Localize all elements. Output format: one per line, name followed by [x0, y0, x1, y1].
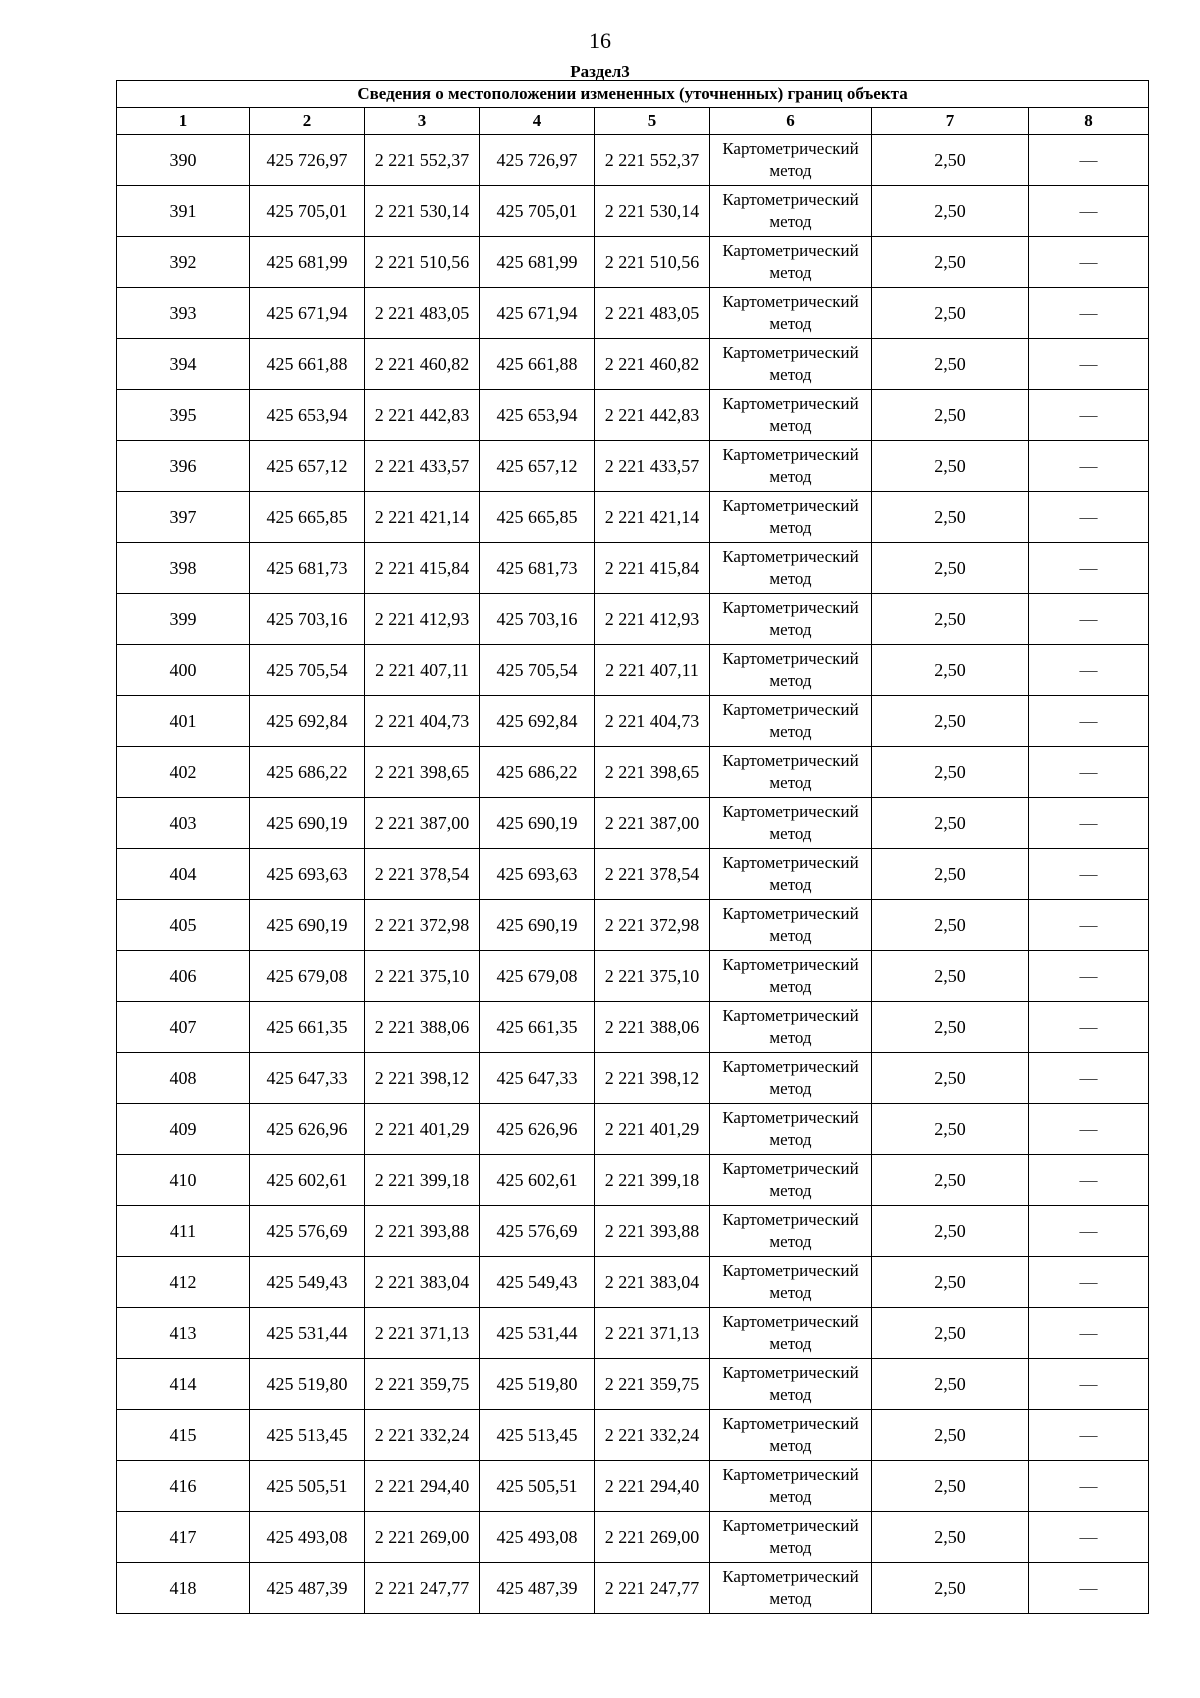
- table-row: [117, 951, 1149, 1002]
- x-refined-cell: 425 505,51: [480, 1461, 595, 1512]
- y-existing-cell: 2 221 510,56: [365, 237, 480, 288]
- point-number-cell: 406: [117, 951, 250, 1002]
- table-row: [117, 135, 1149, 186]
- y-existing-cell: 2 221 407,11: [365, 645, 480, 696]
- accuracy-cell: 2,50: [872, 645, 1029, 696]
- description-cell: —: [1029, 1206, 1149, 1257]
- x-existing-cell: 425 626,96: [250, 1104, 365, 1155]
- x-refined-cell: 425 681,73: [480, 543, 595, 594]
- point-number-cell: 399: [117, 594, 250, 645]
- x-refined-cell: 425 686,22: [480, 747, 595, 798]
- x-existing-cell: 425 686,22: [250, 747, 365, 798]
- y-refined-cell: 2 221 442,83: [595, 390, 710, 441]
- accuracy-cell: 2,50: [872, 798, 1029, 849]
- page-number: 16: [589, 28, 611, 53]
- table-row: [117, 1257, 1149, 1308]
- x-refined-cell: 425 519,80: [480, 1359, 595, 1410]
- accuracy-cell: 2,50: [872, 1104, 1029, 1155]
- point-number-cell: 393: [117, 288, 250, 339]
- point-number-cell: 413: [117, 1308, 250, 1359]
- method-cell: Картометрический метод: [710, 390, 872, 441]
- x-refined-cell: 425 692,84: [480, 696, 595, 747]
- y-existing-cell: 2 221 433,57: [365, 441, 480, 492]
- description-cell: —: [1029, 594, 1149, 645]
- x-existing-cell: 425 726,97: [250, 135, 365, 186]
- table-row: [117, 1308, 1149, 1359]
- y-existing-cell: 2 221 552,37: [365, 135, 480, 186]
- description-cell: —: [1029, 492, 1149, 543]
- point-number-cell: 398: [117, 543, 250, 594]
- table-row: [117, 186, 1149, 237]
- description-cell: —: [1029, 747, 1149, 798]
- point-number-cell: 416: [117, 1461, 250, 1512]
- accuracy-cell: 2,50: [872, 339, 1029, 390]
- x-existing-cell: 425 671,94: [250, 288, 365, 339]
- y-existing-cell: 2 221 404,73: [365, 696, 480, 747]
- y-existing-cell: 2 221 371,13: [365, 1308, 480, 1359]
- accuracy-cell: 2,50: [872, 747, 1029, 798]
- column-number: 6: [710, 108, 872, 135]
- y-existing-cell: 2 221 332,24: [365, 1410, 480, 1461]
- accuracy-cell: 2,50: [872, 594, 1029, 645]
- y-refined-cell: 2 221 398,65: [595, 747, 710, 798]
- point-number-cell: 404: [117, 849, 250, 900]
- method-cell: Картометрический метод: [710, 1308, 872, 1359]
- y-refined-cell: 2 221 433,57: [595, 441, 710, 492]
- description-cell: —: [1029, 1155, 1149, 1206]
- description-cell: —: [1029, 1308, 1149, 1359]
- x-refined-cell: 425 690,19: [480, 798, 595, 849]
- x-refined-cell: 425 693,63: [480, 849, 595, 900]
- description-cell: —: [1029, 1410, 1149, 1461]
- description-cell: —: [1029, 798, 1149, 849]
- y-refined-cell: 2 221 378,54: [595, 849, 710, 900]
- y-refined-cell: 2 221 412,93: [595, 594, 710, 645]
- description-cell: —: [1029, 543, 1149, 594]
- column-number: 1: [117, 108, 250, 135]
- point-number-cell: 403: [117, 798, 250, 849]
- y-existing-cell: 2 221 415,84: [365, 543, 480, 594]
- point-number-cell: 408: [117, 1053, 250, 1104]
- accuracy-cell: 2,50: [872, 237, 1029, 288]
- point-number-cell: 395: [117, 390, 250, 441]
- accuracy-cell: 2,50: [872, 1257, 1029, 1308]
- y-existing-cell: 2 221 372,98: [365, 900, 480, 951]
- x-refined-cell: 425 681,99: [480, 237, 595, 288]
- y-existing-cell: 2 221 399,18: [365, 1155, 480, 1206]
- x-existing-cell: 425 493,08: [250, 1512, 365, 1563]
- x-refined-cell: 425 690,19: [480, 900, 595, 951]
- table-row: [117, 288, 1149, 339]
- x-refined-cell: 425 705,01: [480, 186, 595, 237]
- y-refined-cell: 2 221 399,18: [595, 1155, 710, 1206]
- method-cell: Картометрический метод: [710, 339, 872, 390]
- method-cell: Картометрический метод: [710, 594, 872, 645]
- table-row: [117, 849, 1149, 900]
- point-number-cell: 401: [117, 696, 250, 747]
- y-refined-cell: 2 221 359,75: [595, 1359, 710, 1410]
- x-existing-cell: 425 665,85: [250, 492, 365, 543]
- x-existing-cell: 425 679,08: [250, 951, 365, 1002]
- method-cell: Картометрический метод: [710, 1257, 872, 1308]
- x-existing-cell: 425 657,12: [250, 441, 365, 492]
- point-number-cell: 397: [117, 492, 250, 543]
- y-refined-cell: 2 221 510,56: [595, 237, 710, 288]
- table-row: [117, 390, 1149, 441]
- point-number-cell: 400: [117, 645, 250, 696]
- x-existing-cell: 425 681,73: [250, 543, 365, 594]
- y-refined-cell: 2 221 371,13: [595, 1308, 710, 1359]
- table-row: [117, 696, 1149, 747]
- description-cell: —: [1029, 288, 1149, 339]
- x-existing-cell: 425 647,33: [250, 1053, 365, 1104]
- x-existing-cell: 425 661,35: [250, 1002, 365, 1053]
- table-row: [117, 1206, 1149, 1257]
- accuracy-cell: 2,50: [872, 1053, 1029, 1104]
- table-row: [117, 645, 1149, 696]
- x-existing-cell: 425 576,69: [250, 1206, 365, 1257]
- description-cell: —: [1029, 645, 1149, 696]
- accuracy-cell: 2,50: [872, 951, 1029, 1002]
- description-cell: —: [1029, 237, 1149, 288]
- point-number-cell: 392: [117, 237, 250, 288]
- table-row: [117, 339, 1149, 390]
- point-number-cell: 418: [117, 1563, 250, 1614]
- y-refined-cell: 2 221 415,84: [595, 543, 710, 594]
- y-existing-cell: 2 221 460,82: [365, 339, 480, 390]
- y-existing-cell: 2 221 483,05: [365, 288, 480, 339]
- y-refined-cell: 2 221 294,40: [595, 1461, 710, 1512]
- method-cell: Картометрический метод: [710, 1053, 872, 1104]
- x-refined-cell: 425 513,45: [480, 1410, 595, 1461]
- table-row: [117, 594, 1149, 645]
- y-existing-cell: 2 221 247,77: [365, 1563, 480, 1614]
- description-cell: —: [1029, 135, 1149, 186]
- point-number-cell: 402: [117, 747, 250, 798]
- point-number-cell: 417: [117, 1512, 250, 1563]
- accuracy-cell: 2,50: [872, 441, 1029, 492]
- method-cell: Картометрический метод: [710, 951, 872, 1002]
- y-existing-cell: 2 221 442,83: [365, 390, 480, 441]
- accuracy-cell: 2,50: [872, 1410, 1029, 1461]
- x-refined-cell: 425 705,54: [480, 645, 595, 696]
- x-refined-cell: 425 703,16: [480, 594, 595, 645]
- accuracy-cell: 2,50: [872, 900, 1029, 951]
- y-refined-cell: 2 221 372,98: [595, 900, 710, 951]
- y-existing-cell: 2 221 383,04: [365, 1257, 480, 1308]
- point-number-cell: 412: [117, 1257, 250, 1308]
- column-number: 8: [1029, 108, 1149, 135]
- x-existing-cell: 425 661,88: [250, 339, 365, 390]
- x-existing-cell: 425 692,84: [250, 696, 365, 747]
- accuracy-cell: 2,50: [872, 1563, 1029, 1614]
- column-number: 2: [250, 108, 365, 135]
- method-cell: Картометрический метод: [710, 1461, 872, 1512]
- description-cell: —: [1029, 1512, 1149, 1563]
- x-existing-cell: 425 602,61: [250, 1155, 365, 1206]
- point-number-cell: 407: [117, 1002, 250, 1053]
- y-existing-cell: 2 221 359,75: [365, 1359, 480, 1410]
- y-existing-cell: 2 221 388,06: [365, 1002, 480, 1053]
- x-existing-cell: 425 531,44: [250, 1308, 365, 1359]
- description-cell: —: [1029, 900, 1149, 951]
- accuracy-cell: 2,50: [872, 1512, 1029, 1563]
- method-cell: Картометрический метод: [710, 849, 872, 900]
- y-existing-cell: 2 221 294,40: [365, 1461, 480, 1512]
- y-refined-cell: 2 221 332,24: [595, 1410, 710, 1461]
- method-cell: Картометрический метод: [710, 696, 872, 747]
- x-existing-cell: 425 505,51: [250, 1461, 365, 1512]
- accuracy-cell: 2,50: [872, 492, 1029, 543]
- x-existing-cell: 425 693,63: [250, 849, 365, 900]
- table-row: [117, 1410, 1149, 1461]
- x-refined-cell: 425 626,96: [480, 1104, 595, 1155]
- description-cell: —: [1029, 696, 1149, 747]
- column-number: 5: [595, 108, 710, 135]
- x-existing-cell: 425 549,43: [250, 1257, 365, 1308]
- method-cell: Картометрический метод: [710, 1002, 872, 1053]
- method-cell: Картометрический метод: [710, 1512, 872, 1563]
- x-refined-cell: 425 576,69: [480, 1206, 595, 1257]
- description-cell: —: [1029, 849, 1149, 900]
- method-cell: Картометрический метод: [710, 1206, 872, 1257]
- table-row: [117, 900, 1149, 951]
- x-existing-cell: 425 487,39: [250, 1563, 365, 1614]
- x-refined-cell: 425 657,12: [480, 441, 595, 492]
- description-cell: —: [1029, 1257, 1149, 1308]
- method-cell: Картометрический метод: [710, 1410, 872, 1461]
- method-cell: Картометрический метод: [710, 1155, 872, 1206]
- accuracy-cell: 2,50: [872, 696, 1029, 747]
- point-number-cell: 405: [117, 900, 250, 951]
- column-number: 3: [365, 108, 480, 135]
- x-existing-cell: 425 705,54: [250, 645, 365, 696]
- table-row: [117, 747, 1149, 798]
- method-cell: Картометрический метод: [710, 441, 872, 492]
- table-row: [117, 237, 1149, 288]
- table-row: [117, 1104, 1149, 1155]
- point-number-cell: 396: [117, 441, 250, 492]
- y-refined-cell: 2 221 552,37: [595, 135, 710, 186]
- description-cell: —: [1029, 1104, 1149, 1155]
- method-cell: Картометрический метод: [710, 543, 872, 594]
- table-row: [117, 1563, 1149, 1614]
- table-row: [117, 492, 1149, 543]
- point-number-cell: 409: [117, 1104, 250, 1155]
- accuracy-cell: 2,50: [872, 1359, 1029, 1410]
- table-row: [117, 1002, 1149, 1053]
- method-cell: Картометрический метод: [710, 1104, 872, 1155]
- boundary-table: [116, 80, 1149, 1614]
- x-existing-cell: 425 705,01: [250, 186, 365, 237]
- x-refined-cell: 425 493,08: [480, 1512, 595, 1563]
- table-caption: Сведения о местоположении измененных (уточненных) границ объекта: [117, 81, 1149, 108]
- method-cell: Картометрический метод: [710, 747, 872, 798]
- y-existing-cell: 2 221 393,88: [365, 1206, 480, 1257]
- y-existing-cell: 2 221 398,65: [365, 747, 480, 798]
- method-cell: Картометрический метод: [710, 135, 872, 186]
- x-refined-cell: 425 647,33: [480, 1053, 595, 1104]
- x-refined-cell: 425 549,43: [480, 1257, 595, 1308]
- description-cell: —: [1029, 441, 1149, 492]
- y-refined-cell: 2 221 421,14: [595, 492, 710, 543]
- y-existing-cell: 2 221 412,93: [365, 594, 480, 645]
- point-number-cell: 410: [117, 1155, 250, 1206]
- column-number: 4: [480, 108, 595, 135]
- x-existing-cell: 425 681,99: [250, 237, 365, 288]
- x-refined-cell: 425 671,94: [480, 288, 595, 339]
- x-existing-cell: 425 703,16: [250, 594, 365, 645]
- method-cell: Картометрический метод: [710, 492, 872, 543]
- x-existing-cell: 425 513,45: [250, 1410, 365, 1461]
- x-refined-cell: 425 661,35: [480, 1002, 595, 1053]
- table-row: [117, 1512, 1149, 1563]
- y-refined-cell: 2 221 407,11: [595, 645, 710, 696]
- method-cell: Картометрический метод: [710, 1359, 872, 1410]
- y-refined-cell: 2 221 460,82: [595, 339, 710, 390]
- method-cell: Картометрический метод: [710, 900, 872, 951]
- point-number-cell: 411: [117, 1206, 250, 1257]
- y-refined-cell: 2 221 388,06: [595, 1002, 710, 1053]
- column-number: 7: [872, 108, 1029, 135]
- table-row: [117, 1155, 1149, 1206]
- x-refined-cell: 425 661,88: [480, 339, 595, 390]
- y-existing-cell: 2 221 378,54: [365, 849, 480, 900]
- description-cell: —: [1029, 186, 1149, 237]
- y-refined-cell: 2 221 530,14: [595, 186, 710, 237]
- description-cell: —: [1029, 1563, 1149, 1614]
- section-title: Раздел3: [570, 62, 630, 81]
- y-existing-cell: 2 221 387,00: [365, 798, 480, 849]
- y-refined-cell: 2 221 387,00: [595, 798, 710, 849]
- accuracy-cell: 2,50: [872, 1206, 1029, 1257]
- x-existing-cell: 425 519,80: [250, 1359, 365, 1410]
- x-refined-cell: 425 653,94: [480, 390, 595, 441]
- y-refined-cell: 2 221 398,12: [595, 1053, 710, 1104]
- x-refined-cell: 425 665,85: [480, 492, 595, 543]
- accuracy-cell: 2,50: [872, 186, 1029, 237]
- point-number-cell: 391: [117, 186, 250, 237]
- method-cell: Картометрический метод: [710, 1563, 872, 1614]
- description-cell: —: [1029, 1053, 1149, 1104]
- x-existing-cell: 425 653,94: [250, 390, 365, 441]
- y-refined-cell: 2 221 269,00: [595, 1512, 710, 1563]
- method-cell: Картометрический метод: [710, 288, 872, 339]
- accuracy-cell: 2,50: [872, 1155, 1029, 1206]
- description-cell: —: [1029, 390, 1149, 441]
- y-refined-cell: 2 221 247,77: [595, 1563, 710, 1614]
- x-refined-cell: 425 679,08: [480, 951, 595, 1002]
- accuracy-cell: 2,50: [872, 1308, 1029, 1359]
- table-row: [117, 1461, 1149, 1512]
- accuracy-cell: 2,50: [872, 543, 1029, 594]
- description-cell: —: [1029, 1002, 1149, 1053]
- y-refined-cell: 2 221 383,04: [595, 1257, 710, 1308]
- accuracy-cell: 2,50: [872, 288, 1029, 339]
- x-refined-cell: 425 531,44: [480, 1308, 595, 1359]
- y-existing-cell: 2 221 421,14: [365, 492, 480, 543]
- y-existing-cell: 2 221 398,12: [365, 1053, 480, 1104]
- description-cell: —: [1029, 339, 1149, 390]
- y-existing-cell: 2 221 530,14: [365, 186, 480, 237]
- method-cell: Картометрический метод: [710, 237, 872, 288]
- table-row: [117, 798, 1149, 849]
- method-cell: Картометрический метод: [710, 645, 872, 696]
- table-body: [117, 135, 1149, 1614]
- y-existing-cell: 2 221 401,29: [365, 1104, 480, 1155]
- accuracy-cell: 2,50: [872, 135, 1029, 186]
- y-existing-cell: 2 221 375,10: [365, 951, 480, 1002]
- description-cell: —: [1029, 1461, 1149, 1512]
- table-row: [117, 543, 1149, 594]
- y-existing-cell: 2 221 269,00: [365, 1512, 480, 1563]
- x-existing-cell: 425 690,19: [250, 798, 365, 849]
- accuracy-cell: 2,50: [872, 390, 1029, 441]
- y-refined-cell: 2 221 393,88: [595, 1206, 710, 1257]
- y-refined-cell: 2 221 401,29: [595, 1104, 710, 1155]
- point-number-cell: 394: [117, 339, 250, 390]
- y-refined-cell: 2 221 404,73: [595, 696, 710, 747]
- x-refined-cell: 425 487,39: [480, 1563, 595, 1614]
- point-number-cell: 390: [117, 135, 250, 186]
- accuracy-cell: 2,50: [872, 849, 1029, 900]
- y-refined-cell: 2 221 483,05: [595, 288, 710, 339]
- y-refined-cell: 2 221 375,10: [595, 951, 710, 1002]
- x-existing-cell: 425 690,19: [250, 900, 365, 951]
- point-number-cell: 415: [117, 1410, 250, 1461]
- accuracy-cell: 2,50: [872, 1461, 1029, 1512]
- x-refined-cell: 425 726,97: [480, 135, 595, 186]
- table-row: [117, 1053, 1149, 1104]
- method-cell: Картометрический метод: [710, 186, 872, 237]
- accuracy-cell: 2,50: [872, 1002, 1029, 1053]
- x-refined-cell: 425 602,61: [480, 1155, 595, 1206]
- description-cell: —: [1029, 951, 1149, 1002]
- table-row: [117, 441, 1149, 492]
- table-row: [117, 1359, 1149, 1410]
- point-number-cell: 414: [117, 1359, 250, 1410]
- method-cell: Картометрический метод: [710, 798, 872, 849]
- column-number-row: [117, 108, 1149, 135]
- description-cell: —: [1029, 1359, 1149, 1410]
